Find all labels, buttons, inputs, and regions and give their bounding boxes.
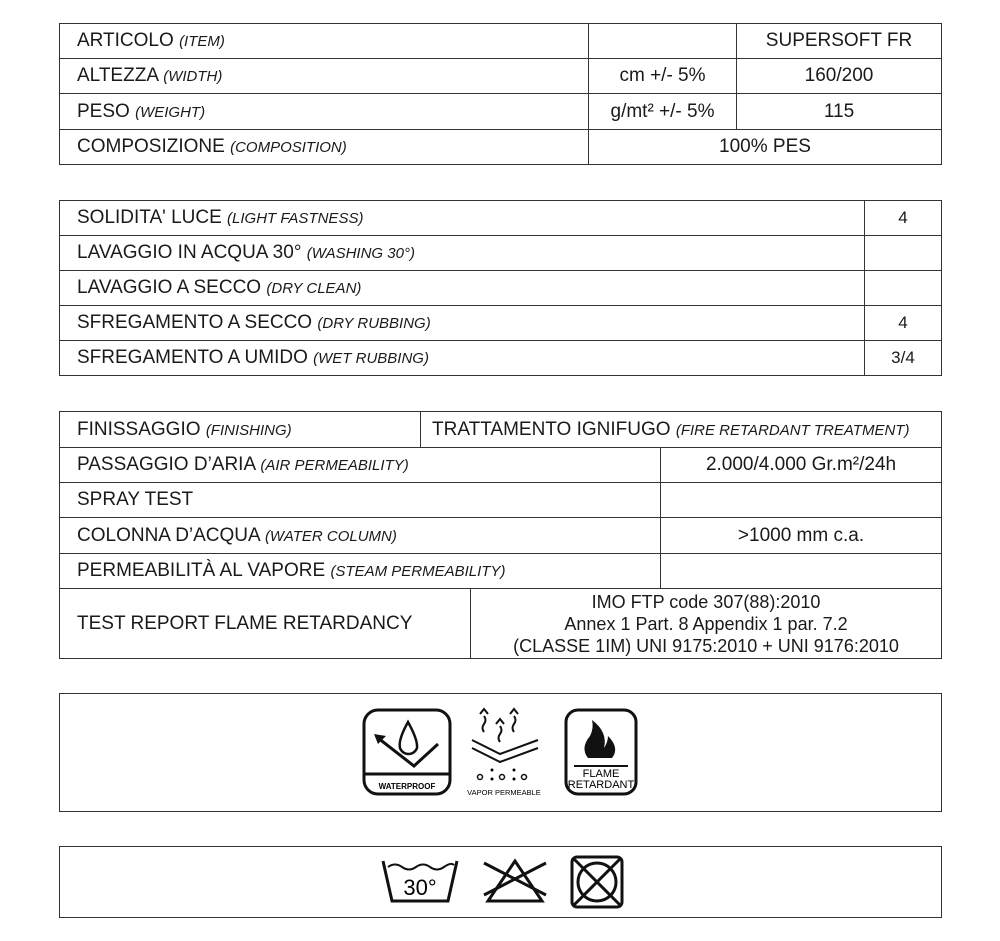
label: SFREGAMENTO A SECCO	[77, 312, 313, 333]
article-table	[59, 23, 942, 165]
label: PESO	[77, 100, 130, 122]
report-line: IMO FTP code 307(88):2010	[591, 591, 821, 612]
table-row	[60, 236, 942, 271]
label: SFREGAMENTO A UMIDO	[77, 347, 308, 368]
label: ALTEZZA	[77, 65, 158, 86]
value: 3/4	[865, 341, 942, 376]
label-en: (FINISHING)	[205, 421, 292, 439]
value: 4	[865, 201, 942, 236]
table-row	[60, 201, 942, 236]
value-en: (FIRE RETARDANT TREATMENT)	[675, 421, 910, 439]
table-row	[60, 589, 942, 659]
label-en: (DRY CLEAN)	[266, 280, 362, 297]
table-row	[60, 341, 942, 376]
table-row	[60, 94, 942, 130]
label-en: (WATER COLUMN)	[264, 527, 397, 545]
wash-30-icon	[380, 857, 460, 905]
performance-icons-box	[59, 693, 942, 812]
table-row	[60, 483, 942, 518]
label: COLONNA D’ACQUA	[77, 524, 260, 546]
label-en: (WIDTH)	[163, 68, 223, 85]
table-row	[60, 554, 942, 589]
label: LAVAGGIO A SECCO	[77, 277, 262, 298]
label: TEST REPORT FLAME RETARDANCY	[60, 589, 471, 659]
table-row	[60, 59, 942, 94]
vapor-permeable-icon	[462, 706, 552, 801]
label-en: (AIR PERMEABILITY)	[260, 457, 409, 474]
waterproof-icon	[362, 708, 454, 798]
value: 2.000/4.000 Gr.m²/24h	[661, 448, 942, 483]
svg-text:FLAME: FLAME	[582, 768, 620, 780]
label-en: (WEIGHT)	[135, 103, 206, 121]
label: SPRAY TEST	[77, 489, 194, 510]
value: 100% PES	[589, 130, 942, 165]
value	[661, 483, 942, 518]
value: 4	[865, 306, 942, 341]
svg-text:RETARDANT: RETARDANT	[567, 779, 635, 791]
label: LAVAGGIO IN ACQUA 30°	[77, 242, 302, 263]
label: ARTICOLO	[77, 30, 174, 51]
unit	[589, 24, 737, 59]
label-en: (LIGHT FASTNESS)	[227, 210, 364, 227]
unit: cm +/- 5%	[589, 59, 737, 94]
value	[661, 554, 942, 589]
label-en: (ITEM)	[179, 33, 225, 50]
fastness-table	[59, 200, 942, 376]
table-row	[60, 306, 942, 341]
report-line: (CLASSE 1IM) UNI 9175:2010 + UNI 9176:2010	[513, 635, 899, 656]
value: SUPERSOFT FR	[737, 24, 942, 59]
label-en: (DRY RUBBING)	[317, 315, 431, 332]
label: SOLIDITA' LUCE	[77, 207, 222, 228]
svg-text:VAPOR PERMEABLE: VAPOR PERMEABLE	[467, 788, 541, 797]
label: COMPOSIZIONE	[77, 136, 225, 157]
table-row	[60, 448, 942, 483]
finishing-table	[59, 411, 942, 659]
unit: g/mt² +/- 5%	[589, 94, 737, 130]
label: PASSAGGIO D’ARIA	[77, 454, 256, 475]
table-row	[60, 412, 942, 448]
value: 160/200	[737, 59, 942, 94]
label-en: (COMPOSITION)	[230, 139, 347, 156]
value: 115	[737, 94, 942, 130]
table-row	[60, 130, 942, 165]
label-en: (WET RUBBING)	[313, 350, 429, 367]
value: TRATTAMENTO IGNIFUGO	[432, 418, 671, 440]
value: >1000 mm c.a.	[661, 518, 942, 554]
label: FINISSAGGIO	[77, 418, 201, 440]
table-row	[60, 518, 942, 554]
value	[865, 271, 942, 306]
label: PERMEABILITÀ AL VAPORE	[77, 560, 326, 581]
report-line: Annex 1 Part. 8 Appendix 1 par. 7.2	[564, 613, 848, 634]
do-not-tumble-dry-icon	[570, 855, 624, 909]
label-en: (STEAM PERMEABILITY)	[330, 563, 506, 580]
no-bleach-icon	[480, 857, 550, 905]
care-icons-box	[59, 846, 942, 918]
svg-text:30°: 30°	[403, 875, 437, 900]
svg-text:WATERPROOF: WATERPROOF	[378, 782, 436, 791]
table-row	[60, 24, 942, 59]
table-row	[60, 271, 942, 306]
label-en: (WASHING 30°)	[306, 245, 415, 262]
flame-retardant-icon	[564, 708, 640, 798]
value	[865, 236, 942, 271]
